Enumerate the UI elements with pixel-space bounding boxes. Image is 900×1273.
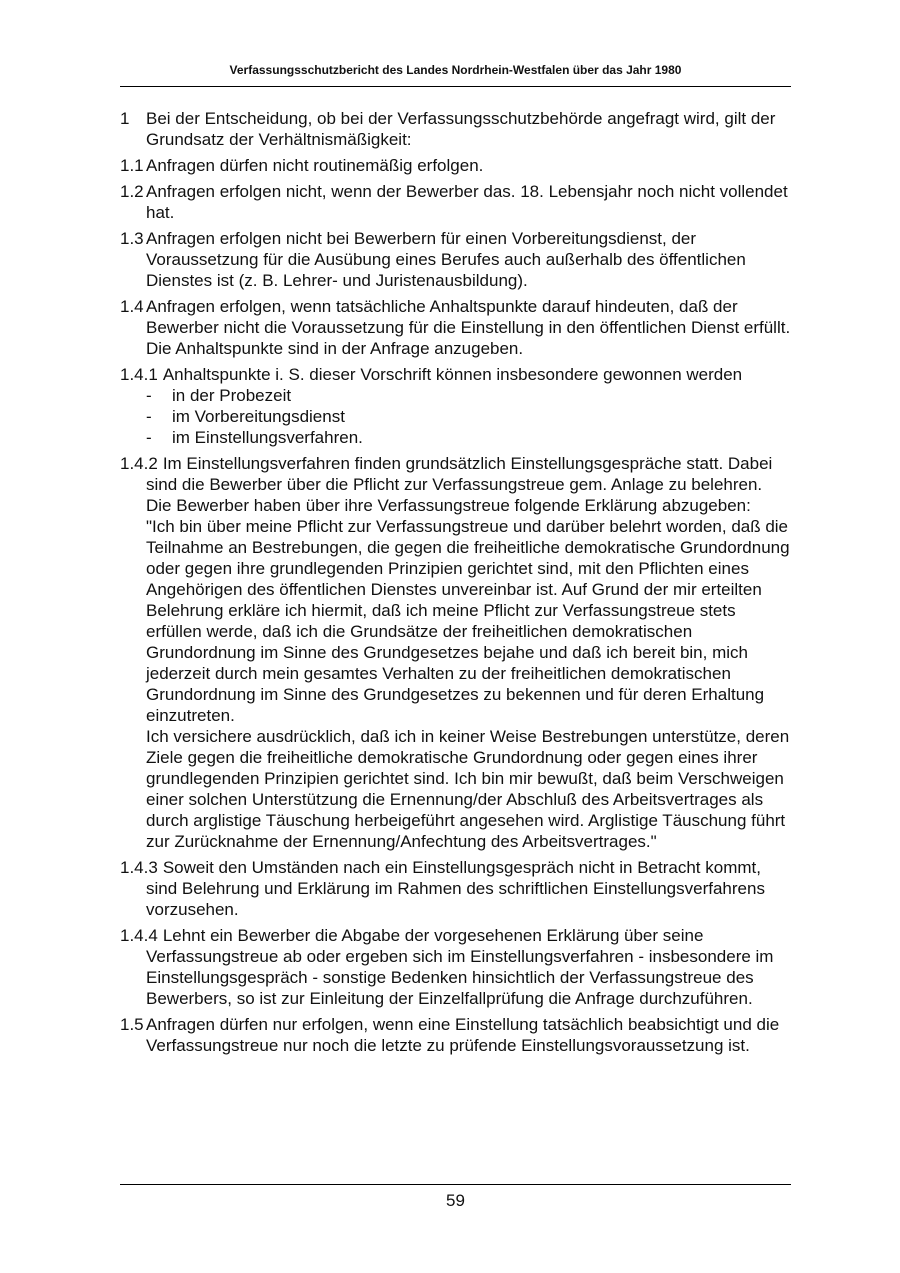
section-1-3 xyxy=(120,228,792,291)
section-number: 1.5 xyxy=(120,1015,144,1034)
bullet-list xyxy=(146,385,792,448)
section-text: Lehnt ein Bewerber die Abgabe der vorgesehenen Erklärung über seine Verfassungstreue ab oder ergeben sich im Einstellungsverfahren - insbesondere im Einstellungsgespräch - sonstige Bedenken hinsichtlich der Verfassungstreue des Bewerbers, so ist zur Einleitung der Einzelfallprüfung die Anfrage durchzuführen. xyxy=(146,926,774,1008)
section-text: Anfragen erfolgen nicht bei Bewerbern für einen Vorbereitungsdienst, der Voraussetzung für die Ausübung eines Berufes auch außerhalb des öffentlichen Dienstes ist (z. B. Lehrer- und Juristenausbildung). xyxy=(146,229,746,290)
section-1 xyxy=(120,108,792,150)
page-header-title: Verfassungsschutzbericht des Landes Nordrhein-Westfalen über das Jahr 1980 xyxy=(229,63,682,77)
section-text: Anhaltspunkte i. S. dieser Vorschrift können insbesondere gewonnen werden xyxy=(162,365,743,384)
header-divider xyxy=(120,86,791,87)
section-text: Anfragen dürfen nur erfolgen, wenn eine Einstellung tatsächlich beabsichtigt und die Verfassungstreue nur noch die letzte zu prüfende Einstellungsvoraussetzung ist. xyxy=(146,1015,780,1055)
section-1-4 xyxy=(120,296,792,359)
list-item: - im Einstellungsverfahren. xyxy=(146,428,363,447)
section-1-4-4 xyxy=(120,925,792,1009)
section-number: 1.4.4 xyxy=(120,926,158,945)
section-1-2 xyxy=(120,181,792,223)
footer-divider xyxy=(120,1184,791,1185)
document-body xyxy=(120,108,792,1061)
section-number: 1.3 xyxy=(120,229,144,248)
section-number: 1.4.1 xyxy=(120,365,158,384)
section-number: 1.2 xyxy=(120,182,144,201)
section-1-4-2 xyxy=(120,453,792,852)
section-text: Bei der Entscheidung, ob bei der Verfassungsschutzbehörde angefragt wird, gilt der Grundsatz der Verhältnismäßigkeit: xyxy=(146,109,776,149)
declaration-quote-part-2: Ich versichere ausdrücklich, daß ich in keiner Weise Bestrebungen unterstütze, deren Ziele gegen die freiheitliche demokratische Grundordnung oder gegen eines ihrer grundlegenden Prinzipien gerichtet sind. Ich bin mir bewußt, daß beim Verschweigen einer solchen Unterstützung die Ernennung/der Abschluß des Arbeitsvertrages als durch arglistige Täuschung herbeigeführt angesehen wird. Arglistige Täuschung führt zur Zurücknahme der Ernennung/Anfechtung des Arbeitsvertrages." xyxy=(146,727,790,851)
section-1-4-1 xyxy=(120,364,792,448)
section-1-4-3 xyxy=(120,857,792,920)
list-item: - in der Probezeit xyxy=(146,386,292,405)
section-text: Im Einstellungsverfahren finden grundsätzlich Einstellungsgespräche statt. Dabei sind die Bewerber über die Pflicht zur Verfassungstreue gem. Anlage zu belehren. Die Bewerber haben über ihre Verfassungstreue folgende Erklärung abzugeben: xyxy=(146,454,773,515)
section-number: 1 xyxy=(120,109,130,128)
section-text: Soweit den Umständen nach ein Einstellungsgespräch nicht in Betracht kommt, sind Belehrung und Erklärung im Rahmen des schriftlichen Einstellungsverfahrens vorzusehen. xyxy=(146,858,765,919)
section-number: 1.4 xyxy=(120,297,144,316)
section-1-1 xyxy=(120,155,792,176)
page-number: 59 xyxy=(446,1191,465,1210)
section-number: 1.1 xyxy=(120,156,144,175)
section-1-5 xyxy=(120,1014,792,1056)
section-text: Anfragen erfolgen, wenn tatsächliche Anhaltspunkte darauf hindeuten, daß der Bewerber nicht die Voraussetzung für die Einstellung in den öffentlichen Dienst erfüllt. Die Anhaltspunkte sind in der Anfrage anzugeben. xyxy=(146,297,791,358)
list-item: - im Vorbereitungsdienst xyxy=(146,407,345,426)
section-number: 1.4.2 xyxy=(120,454,158,473)
section-text: Anfragen dürfen nicht routinemäßig erfolgen. xyxy=(146,156,484,175)
declaration-quote-part-1: "Ich bin über meine Pflicht zur Verfassungstreue und darüber belehrt worden, daß die Teilnahme an Bestrebungen, die gegen die freiheitliche demokratische Grundordnung oder gegen ihre grundlegenden Prinzipien gerichtet sind, mit den Pflichten eines Angehörigen des öffentlichen Dienstes unvereinbar ist. Auf Grund der mir erteilten Belehrung erkläre ich hiermit, daß ich meine Pflicht zur Verfassungstreue stets erfüllen werde, daß ich die Grundsätze der freiheitlichen demokratischen Grundordnung im Sinne des Grundgesetzes bejahe und daß ich bereit bin, mich jederzeit durch mein gesamtes Verhalten zu der freiheitlichen demokratischen Grundordnung im Sinne des Grundgesetzes zu bekennen und für deren Erhaltung einzutreten. xyxy=(146,517,790,725)
section-number: 1.4.3 xyxy=(120,858,158,877)
section-text: Anfragen erfolgen nicht, wenn der Bewerber das. 18. Lebensjahr noch nicht vollendet hat. xyxy=(146,182,788,222)
